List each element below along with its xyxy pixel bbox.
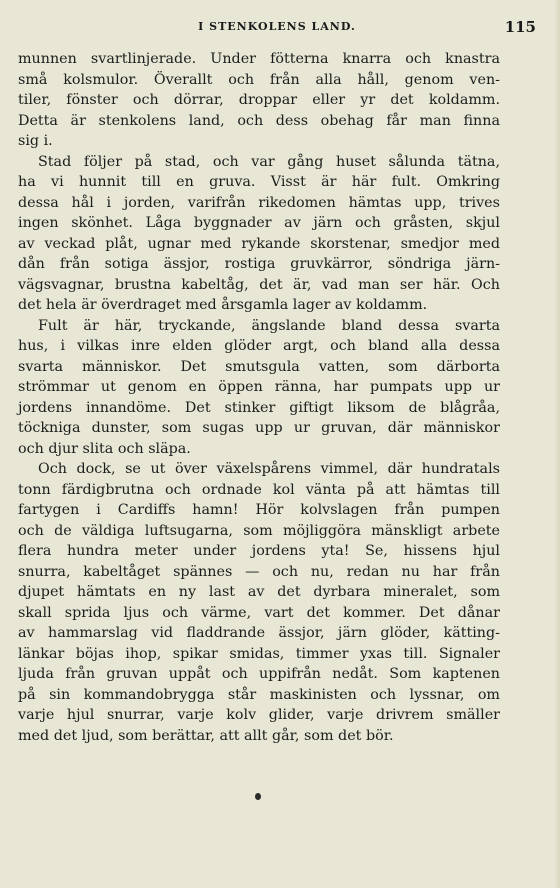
text-line: fartygen i Cardiffs hamn! Hör kolvslagen från pumpen [18,502,500,518]
text-line: dån från sotiga ässjor, rostiga gruvkärror, söndriga järn- [18,256,500,272]
text-line: dessa hål i jorden, varifrån rikedomen hämtas upp, trives [18,194,500,211]
text-line: sig i. [18,133,53,149]
body-text [18,49,500,746]
page-number: 115 [504,18,536,36]
text-line: ha vi hunnit till en gruva. Visst är här fult. Omkring [18,174,500,190]
text-line: munnen svartlinjerade. Under fötterna knarra och knastra [18,51,500,67]
text-line: hus, i vilkas inre elden glöder argt, och bland alla dessa [18,338,500,354]
text-line: av veckad plåt, ugnar med rykande skorstenar, smedjor med [18,235,500,252]
text-line: det hela är överdraget med årsgamla lager av koldamm. [18,297,428,313]
text-line: på sin kommandobrygga står maskinisten och lyssnar, om [18,686,500,703]
text-line: ingen skönhet. Låga byggnader av järn och gråsten, skjul [18,215,500,231]
text-line: snurra, kabeltåget spännes — och nu, redan nu har från [18,563,500,580]
text-line: Stad följer på stad, och var gång huset sålunda tätna, [38,153,500,170]
text-line: svarta människor. Det smutsgula vatten, som därborta [18,358,500,375]
text-line: skall sprida ljus och värme, vart det kommer. Det dånar [18,604,500,621]
text-line: tiler, fönster och dörrar, droppar eller yr det koldamm. [18,92,500,108]
text-line: och djur slita och släpa. [18,440,191,457]
text-line: med det ljud, som berättar, att allt går, som det bör. [18,727,394,744]
text-line: tonn färdigbrutna och ordnade kol vänta på att hämtas till [18,481,500,498]
text-line: och de väldiga luftsugarna, som möjliggöra mänskligt arbete [18,522,500,539]
page-edge-shadow [554,0,560,888]
text-line: strömmar ut genom en öppen ränna, har pumpats upp ur [18,379,500,395]
text-line: töckniga dunster, som sugas upp ur gruvan, där människor [18,420,500,436]
ornament-dot [255,793,261,800]
text-line: Fult är här, tryckande, ängslande bland dessa svarta [38,317,500,334]
text-line: varje hjul snurrar, varje kolv glider, varje drivrem smäller [18,707,500,723]
running-title: I STENKOLENS LAND. [198,20,356,33]
page-header [18,18,536,38]
text-line: länkar böjas ihop, spikar smidas, timmer yxas till. Signaler [18,645,500,662]
text-line: flera hundra meter under jordens yta! Se, hissens hjul [18,543,500,559]
text-line: djupet hämtats en ny last av det dyrbara mineralet, som [18,584,500,600]
text-line: Detta är stenkolens land, och dess obehag får man finna [18,112,500,129]
text-line: ljuda från gruvan uppåt och uppifrån nedåt. Som kaptenen [18,666,500,682]
text-line: Och dock, se ut över växelspårens vimmel, där hundratals [38,461,500,477]
text-line: vägsvagnar, brustna kabeltåg, det är, vad man ser här. Och [18,276,500,293]
text-line: av hammarslag vid fladdrande ässjor, järn glöder, kätting- [18,625,500,641]
text-line: jordens innandöme. Det stinker giftigt liksom de blågråa, [18,399,500,416]
text-line: små kolsmulor. Överallt och från alla håll, genom ven- [18,71,500,88]
